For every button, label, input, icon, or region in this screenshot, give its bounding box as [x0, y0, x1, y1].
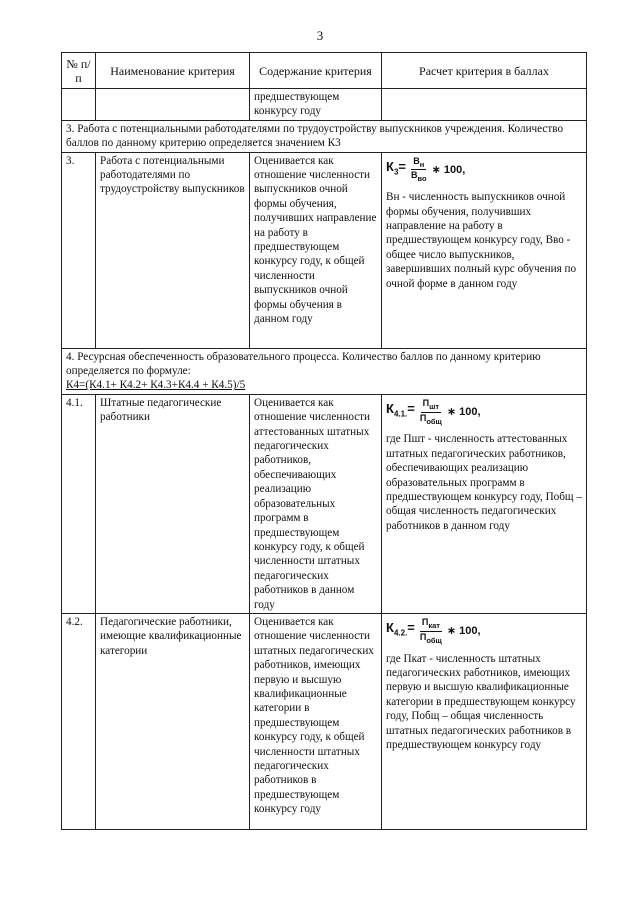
section-3-row — [62, 120, 587, 152]
header-content: Содержание критерия — [250, 53, 382, 89]
formula-k42: $К_{4.2.}=$ $\frac{П_{кат}}{П_{общ}}$ ∗ 100, — [386, 616, 481, 645]
criterion-name: Штатные педагогические работники — [96, 394, 250, 613]
criterion-name: Педагогические работники, имеющие квалификационные категории — [96, 613, 250, 829]
section-4-formula: К4=(К4.1+ К4.2+ К4.3+К4.4 + К4.5)/5 — [66, 379, 246, 392]
criterion-calculation — [382, 152, 587, 348]
section-4-row — [62, 348, 587, 394]
continuation-content: предшествующем конкурсу году — [250, 89, 382, 121]
formula-k41: $К_{4.1.}=$ $\frac{П_{шт}}{П_{общ}}$ ∗ 100, — [386, 397, 481, 426]
criterion-number: 4.1. — [62, 394, 96, 613]
criterion-content: Оценивается как отношение численности штатных педагогических работников, имеющих первую и высшую квалификационные категории в предшествующем конкурсу году, к общей численности штатных педагогических работников в предшествующем конкурсу году — [250, 613, 382, 829]
criterion-row-4-1 — [62, 394, 587, 613]
criterion-number: 4.2. — [62, 613, 96, 829]
criterion-row-4-2 — [62, 613, 587, 829]
criterion-calculation — [382, 613, 587, 829]
criterion-row-3 — [62, 152, 587, 348]
criterion-calculation — [382, 394, 587, 613]
section-4-title: 4. Ресурсная обеспеченность образовательного процесса. Количество баллов по данному критерию определяется по формуле: — [66, 350, 541, 378]
formula-description: где Пкат - численность штатных педагогических работников, имеющих первую и высшую квалификационные категории в предшествующем конкурсу году, Побщ – общая численность штатных педагогических работников в предшествующем конкурсу году — [386, 652, 576, 751]
formula-description: Вн - численность выпускников очной формы обучения, получивших направление на работу в предшествующем конкурсу году, Вво - общее число выпускников, завершивших полный курс обучения по очной форме в данном году — [386, 191, 577, 290]
table-header-row — [62, 53, 587, 89]
criterion-content: Оценивается как отношение численности выпускников очной формы обучения, получивших направление на работу в предшествующем конкурсу году, к общей численности выпускников очной формы обучения в данном году — [250, 152, 382, 348]
formula-k3: $К_3=$ $\frac{В_н}{В_{во}}$ ∗ 100, — [386, 155, 466, 184]
formula-description: где Пшт - численность аттестованных штатных педагогических работников, обеспечивающих реализацию образовательных программ в предшествующем конкурсу году, Побщ – общая численность педагогических работников в данном году — [386, 433, 582, 532]
criteria-table — [61, 52, 587, 830]
continuation-row — [62, 89, 587, 121]
criterion-number: 3. — [62, 152, 96, 348]
page-number: 3 — [316, 28, 324, 43]
criterion-content: Оценивается как отношение численности аттестованных штатных педагогических работников, обеспечивающих реализацию образовательных программ в предшествующем конкурсу году, к общей численности штатных педагогических работников в данном году — [250, 394, 382, 613]
header-name: Наименование критерия — [96, 53, 250, 89]
header-number: № п/п — [62, 53, 96, 89]
header-calculation: Расчет критерия в баллах — [382, 53, 587, 89]
section-3-title: 3. Работа с потенциальными работодателями по трудоустройству выпускников учреждения. Количество баллов по данному критерию определяется значением К3 — [62, 120, 587, 152]
criterion-name: Работа с потенциальными работодателями по трудоустройству выпускников — [96, 152, 250, 348]
